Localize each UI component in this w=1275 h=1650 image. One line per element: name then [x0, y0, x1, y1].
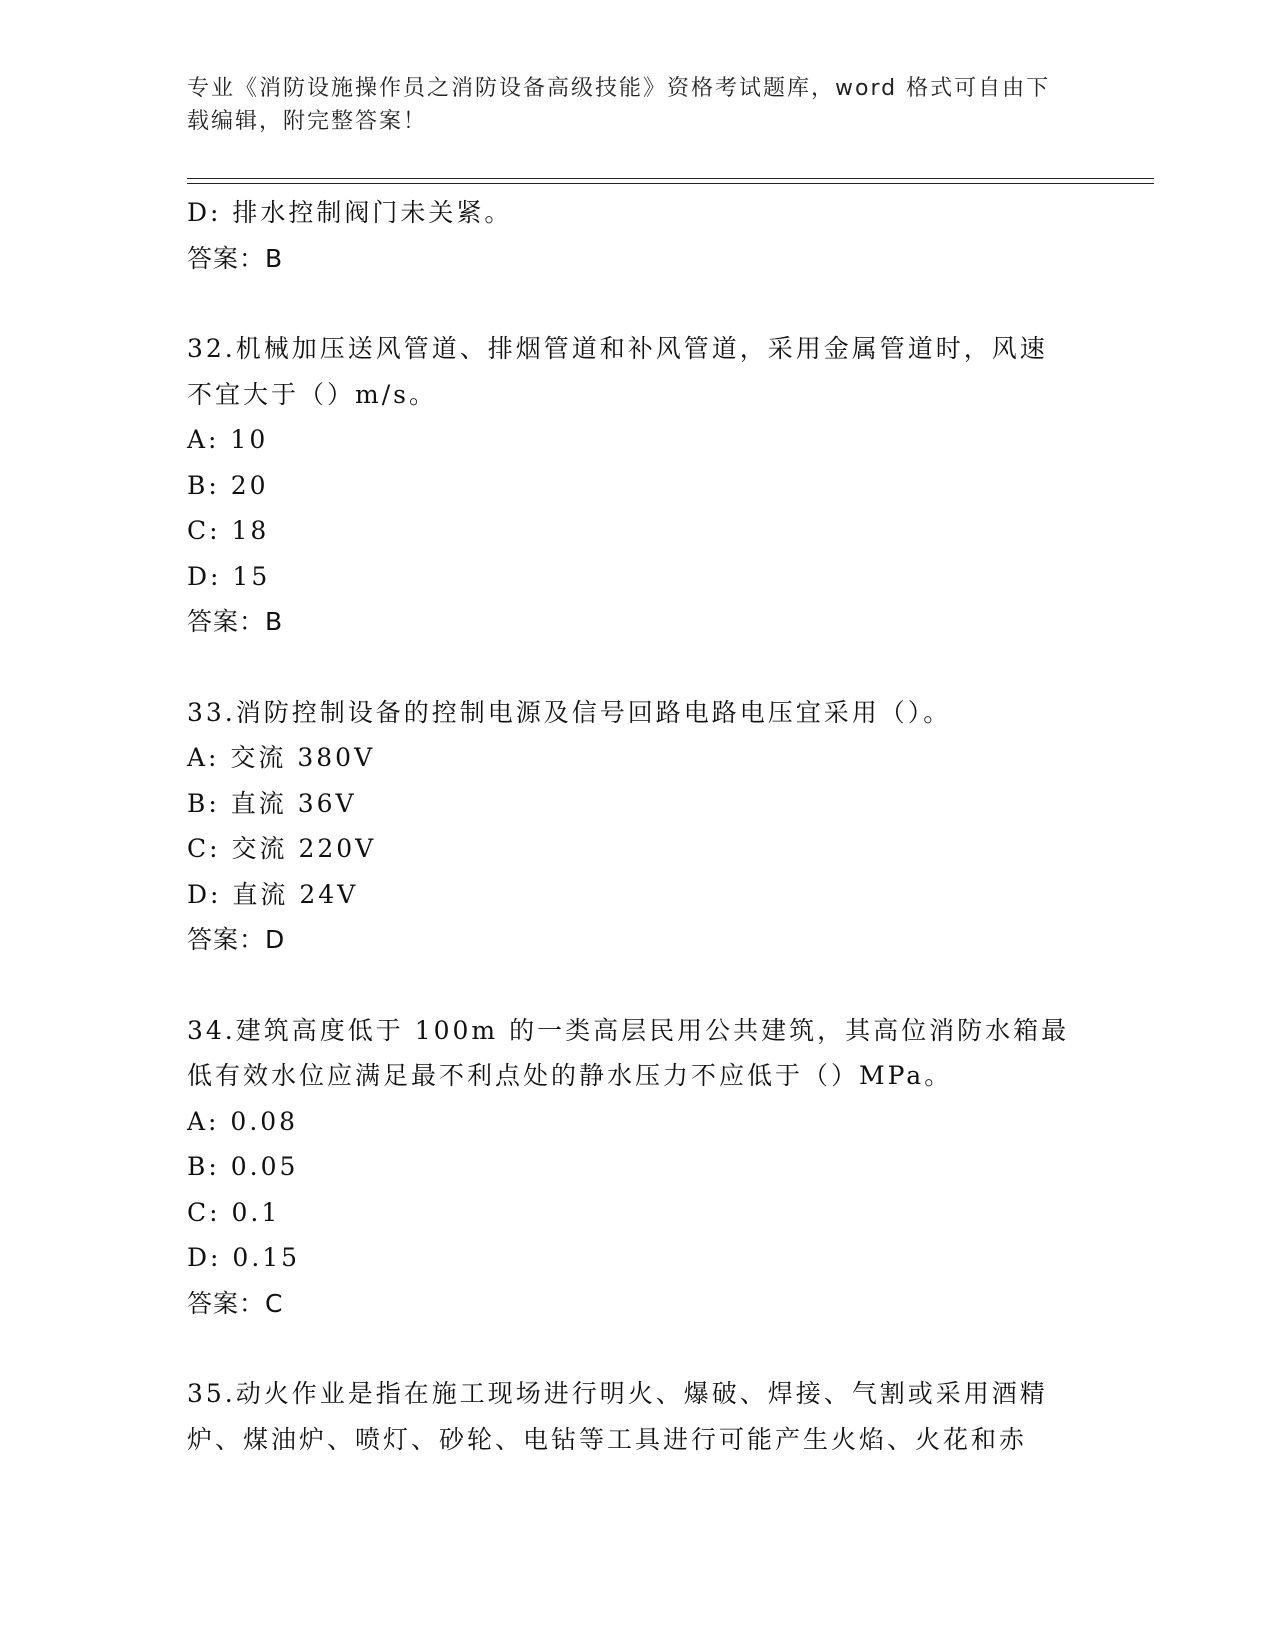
- question-31-tail: [187, 190, 1087, 281]
- option-d: D: 15: [187, 561, 271, 591]
- question-stem-line-2: 低有效水位应满足最不利点处的静水压力不应低于（）MPa。: [187, 1061, 953, 1090]
- question-stem-line-1: 34.建筑高度低于 100m 的一类高层民用公共建筑，其高位消防水箱最: [187, 1015, 1070, 1045]
- header-rule-bottom: [187, 183, 1154, 184]
- spacer: [187, 645, 1087, 690]
- question-33: [187, 690, 1087, 963]
- answer-label: 答案：B: [187, 607, 284, 636]
- answer-label: 答案：B: [187, 243, 284, 273]
- question-34: [187, 1008, 1087, 1327]
- option-d: D: 直流 24V: [187, 879, 359, 909]
- question-stem-line-1: 33.消防控制设备的控制电源及信号回路电路电压宜采用（）。: [187, 697, 952, 727]
- option-d: D: 0.15: [187, 1243, 301, 1272]
- header-note-line-1: 专业《消防设施操作员之消防设备高级技能》资格考试题库，word 格式可自由下: [187, 76, 1051, 101]
- option-c: C: 0.1: [187, 1197, 281, 1227]
- header-rule-top: [187, 178, 1154, 179]
- question-stem-line-1: 32.机械加压送风管道、排烟管道和补风管道，采用金属管道时，风速: [187, 334, 1048, 363]
- option-a: A: 交流 380V: [187, 743, 376, 772]
- question-35: [187, 1371, 1087, 1462]
- option-a: A: 10: [187, 425, 269, 454]
- option-b: B: 0.05: [187, 1152, 299, 1181]
- spacer: [187, 1326, 1087, 1371]
- spacer: [187, 963, 1087, 1008]
- question-list: [187, 190, 1087, 1462]
- option-a: A: 0.08: [187, 1106, 299, 1136]
- header-note: [187, 72, 1067, 138]
- question-stem-line-2: 炉、煤油炉、喷灯、砂轮、电钻等工具进行可能产生火焰、火花和赤: [187, 1424, 1028, 1454]
- option-d: D: 排水控制阀门未关紧。: [187, 198, 513, 227]
- option-b: B: 直流 36V: [187, 788, 357, 818]
- spacer: [187, 281, 1087, 326]
- answer-label: 答案：D: [187, 925, 286, 954]
- option-b: B: 20: [187, 470, 269, 500]
- question-stem-line-2: 不宜大于（）m/s。: [187, 379, 437, 409]
- question-32: [187, 326, 1087, 645]
- question-stem-line-1: 35.动火作业是指在施工现场进行明火、爆破、焊接、气割或采用酒精: [187, 1379, 1048, 1408]
- option-c: C: 交流 220V: [187, 834, 377, 863]
- option-c: C: 18: [187, 516, 270, 545]
- answer-label: 答案：C: [187, 1288, 284, 1318]
- header-note-line-2: 载编辑，附完整答案！: [187, 109, 428, 134]
